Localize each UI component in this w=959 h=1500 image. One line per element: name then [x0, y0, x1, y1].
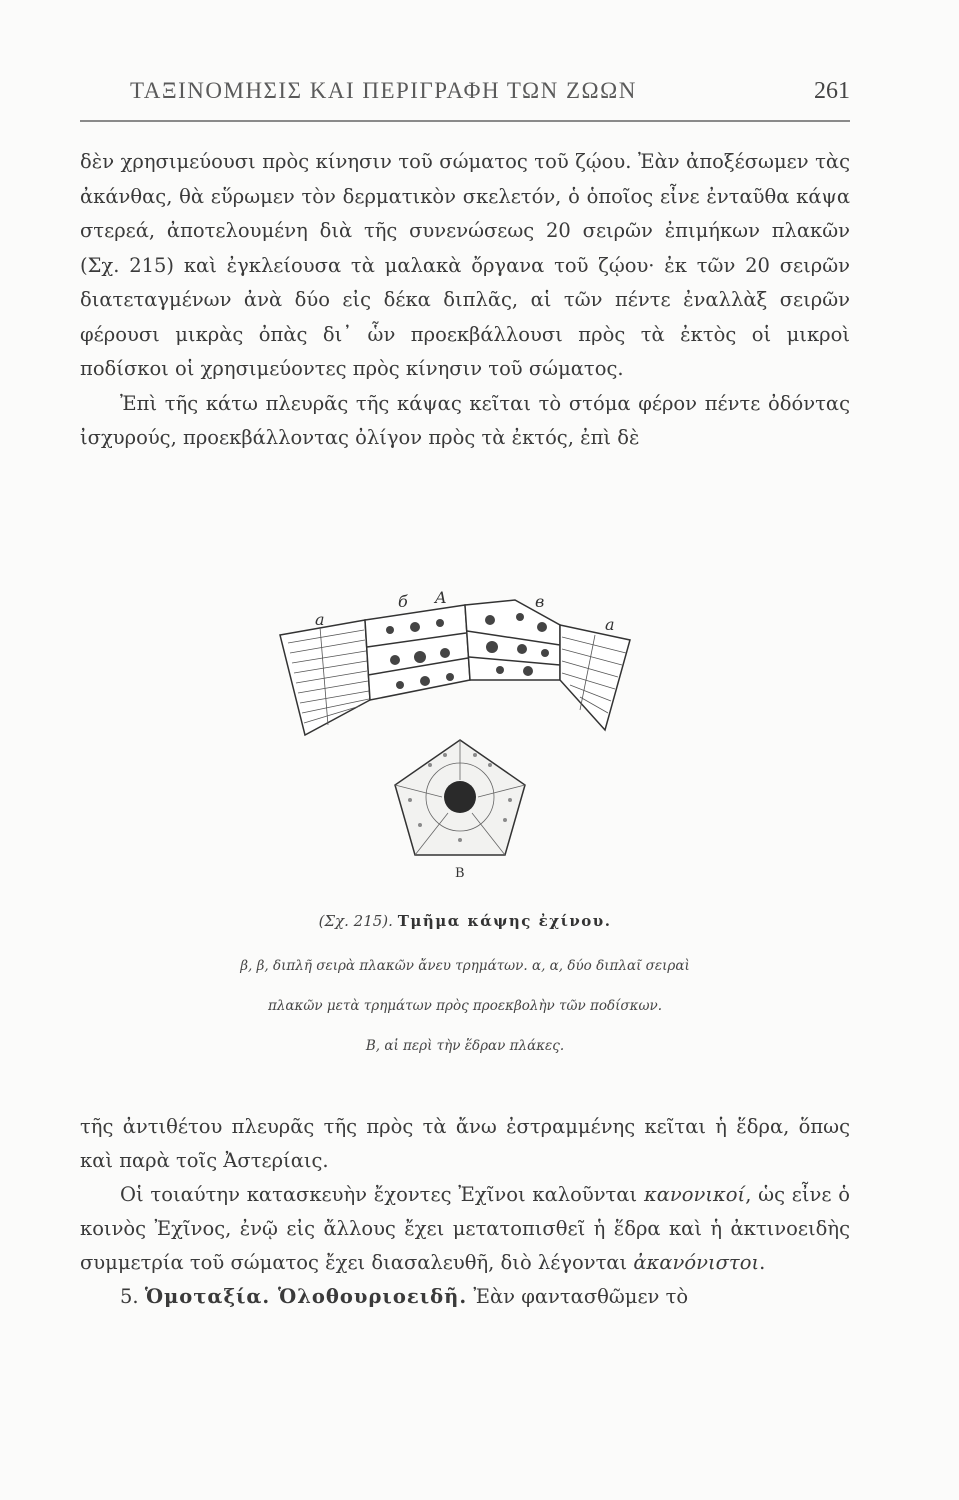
text-run: , ὡς εἶνε ὁ κοινὸς Ἐχῖνος, ἐνῷ εἰς ἄλλους ἔχει μετατοπισθεῖ ἡ ἕδρα καὶ ἡ ἀκτινοειδὴς συμμετρία τοῦ σώματος ἔχει διασαλευθῆ, διὸ λέγονται	[80, 1183, 851, 1274]
paragraph: τῆς ἀντιθέτου πλευρᾶς τῆς πρὸς τὰ ἄνω ἐστραμμένης κεῖται ἡ ἕδρα, ὅπως καὶ παρὰ τοῖς Ἀστερίαις.	[80, 1115, 850, 1172]
apical-disc-illustration	[395, 740, 525, 855]
paragraph: δὲν χρησιμεύουσι πρὸς κίνησιν τοῦ σώματος τοῦ ζῴου. Ἐὰν ἀποξέσωμεν τὰς ἀκάνθας, θὰ εὕρωμεν τὸν δερματικὸν σκελετόν, ὁ ὁποῖος εἶνε ἐνταῦθα κάψα στερεά, ἀποτελουμένη διὰ τῆς συνενώσεως 20 σειρῶν ἐπιμήκων πλακῶν (Σχ. 215) καὶ ἐγκλείουσα τὰ μαλακὰ ὄργανα τοῦ ζῴου· ἐκ τῶν 20 σειρῶν διατεταγμένων ἀνὰ δύο εἰς δέκα διπλᾶς, αἱ τῶν πέντε ἐναλλὰξ σειρῶν φέρουσι μικρὰς ὀπὰς δι᾽ ὧν προεκβάλλουσι πρὸς τὰ ἐκτὸς οἱ μικροὶ ποδίσκοι οἱ χρησιμεύοντες πρὸς κίνησιν τοῦ σώματος.	[80, 150, 850, 380]
page-number: 261	[814, 78, 850, 104]
running-title: ΤΑΞΙΝΟΜΗΣΙΣ ΚΑΙ ΠΕΡΙΓΡΑΦΗ ΤΩΝ ΖΩΩΝ	[130, 78, 637, 103]
italic-term: κανονικοί	[643, 1183, 746, 1206]
section-heading: Ὁμοταξία. Ὁλοθουριοειδῆ.	[144, 1285, 468, 1308]
text-run: Οἱ τοιαύτην κατασκευὴν ἔχοντες Ἐχῖνοι καλοῦνται	[120, 1183, 644, 1206]
section-number: 5.	[120, 1285, 145, 1308]
header-rule	[80, 120, 850, 122]
italic-term: ἀκανόνιστοι	[633, 1251, 760, 1274]
figure-label-A-top: A	[435, 588, 447, 607]
page-header	[80, 72, 850, 112]
figure-caption-line: β, β, διπλῆ σειρὰ πλακῶν ἄνευ τρημάτων. α, α, δύο διπλαῖ σειραὶ	[240, 958, 690, 974]
paragraph: Ἐπὶ τῆς κάτω πλευρᾶς τῆς κάψας κεῖται τὸ στόμα φέρον πέντε ὀδόντας ἰσχυρούς, προεκβάλλοντας ὀλίγον πρὸς τὰ ἐκτός, ἐπὶ δὲ	[80, 391, 850, 449]
figure-reference: (Σχ. 215).	[318, 912, 393, 930]
body-text-top	[80, 145, 850, 456]
figure-label-a-right: a	[605, 615, 615, 634]
body-text-bottom	[80, 1110, 850, 1314]
figure-label-b-left: б	[398, 592, 408, 611]
figure-label-b-right: в	[535, 592, 545, 611]
figure-caption-line: πλακῶν μετὰ τρημάτων πρὸς προεκβολὴν τῶν ποδίσκων.	[267, 998, 663, 1014]
paragraph	[80, 1280, 850, 1314]
figure-label-B-bottom: B	[455, 866, 465, 881]
paragraph	[80, 1178, 850, 1280]
text-run: Ἐὰν φαντασθῶμεν τὸ	[467, 1285, 689, 1308]
figure-caption-line: B, αἱ περὶ τὴν ἕδραν πλάκες.	[365, 1038, 565, 1054]
plate-band-illustration	[280, 600, 630, 735]
figure-label-a-left: a	[315, 610, 325, 629]
sea-urchin-test-figure	[260, 585, 660, 885]
figure-caption-title	[80, 912, 850, 930]
figure-caption-heading: Τμῆμα κάψης ἐχίνου.	[397, 912, 612, 930]
text-run: .	[759, 1251, 766, 1274]
